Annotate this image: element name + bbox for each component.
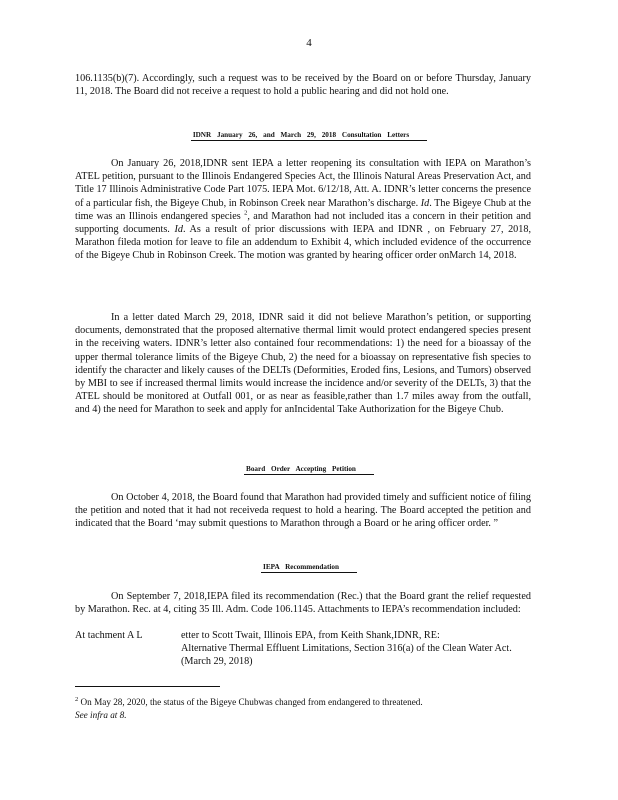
paragraph-iepa-recommendation: On September 7, 2018,IEPA filed its recommendation (Rec.) that the Board grant the relief requested by Marathon. Rec. at 4, citing 35 Ill. Adm. Code 106.1145. Attachments to IEPA’s recommendation included:	[75, 591, 531, 616]
footnote-see-infra: See infra at 8.	[75, 709, 127, 720]
id-citation: Id	[420, 197, 430, 209]
attachment-continuation: Alternative Thermal Effluent Limitations, Section 316(a) of the Clean Water Act. (March 29, 2018)	[181, 643, 512, 668]
footnote-ref: 2	[244, 209, 248, 217]
id-citation: Id	[174, 224, 183, 236]
section-heading-board-order	[0, 465, 618, 473]
attachment-text: etter to Scott Twait, Illinois EPA, from Keith Shank,IDNR, RE:	[181, 630, 440, 641]
paragraph-board-order: On October 4, 2018, the Board found that Marathon had provided timely and sufficient notice of filing the petition and noted that it had not receiveda request to hold a hearing. The Board accepted the petition and indicated that the Board ‘may submit questions to Marathon through a Board or he aring officer order. ”	[75, 492, 531, 530]
heading-text: Board Order Accepting Petition	[244, 465, 374, 475]
attachment-label: At tachment A L	[75, 630, 143, 641]
heading-text: IEPA Recommendation	[261, 563, 357, 573]
heading-text: IDNR January 26, and March 29, 2018 Consultation Letters	[191, 131, 427, 141]
attachment-line	[75, 629, 531, 642]
footnote-text: On May 28, 2020, the status of the Bigeye Chubwas changed from endangered to threatened.	[78, 697, 423, 707]
section-heading-iepa-recommendation	[0, 563, 618, 571]
paragraph-hearing-request: 106.1135(b)(7). Accordingly, such a request was to be received by the Board on or before Thursday, January 11, 2018. The Board did not receive a request to hold a public hearing and did not hold one.	[75, 73, 531, 98]
footnote	[75, 696, 531, 721]
paragraph-idnr-march-letter: In a letter dated March 29, 2018, IDNR said it did not believe Marathon’s petition, or supporting documents, demonstrated that the proposed alternative thermal limit would protect endangered species present in the receiving waters. IDNR’s letter also contained four recommendations: 1) the need for a bioassay of the upper thermal tolerance limits of the Bigeye Chub, 2) the need for a bioassay on representative fish species to identify the character and likely causes of the DELTs (Deformities, Eroded fins, Lesions, and Tumors) observed by MBI to see if increased thermal limits would increase the incidence and/or severity of the DELTs, 3) that the ATEL should be monitored at Outfall 001, or as near as feasible,rather than 1.7 miles away from the outfall, and 4) the need for Marathon to seek and apply for anIncidental Take Authorization for the Bigeye Chub.	[75, 312, 531, 416]
paragraph-idnr-january-letter: On January 26, 2018,IDNR sent IEPA a letter reopening its consultation with IEPA on Marathon’s ATEL petition, pursuant to the Illinois Endangered Species Act, the Illinois Natural Areas Preservation Act, and Title 17 Illinois Administrative Code Part 1075. IEPA Mot. 6/12/18, Att. A. IDNR’s letter concerns the presence of a particular fish, the Bigeye Chub, in Robinson Creek near Marathon’s discharge. Id. The Bigeye Chub at the time was an Illinois endangered species $^2$, and Marathon had not included itas a concern in their petition and supporting documents. Id. As a result of prior discussions with IEPA and IDNR , on February 27, 2018, Marathon fileda motion for leave to file an addendum to Exhibit 4, which included evidence of the occurrence of the Bigeye Chub in Robinson Creek. The motion was granted by hearing officer order onMarch 14, 2018.	[75, 158, 531, 262]
page-number: 4	[306, 37, 312, 49]
section-heading-consultation-letters	[0, 131, 618, 139]
footnote-separator	[75, 686, 220, 687]
footnote-number: 2	[75, 695, 79, 703]
